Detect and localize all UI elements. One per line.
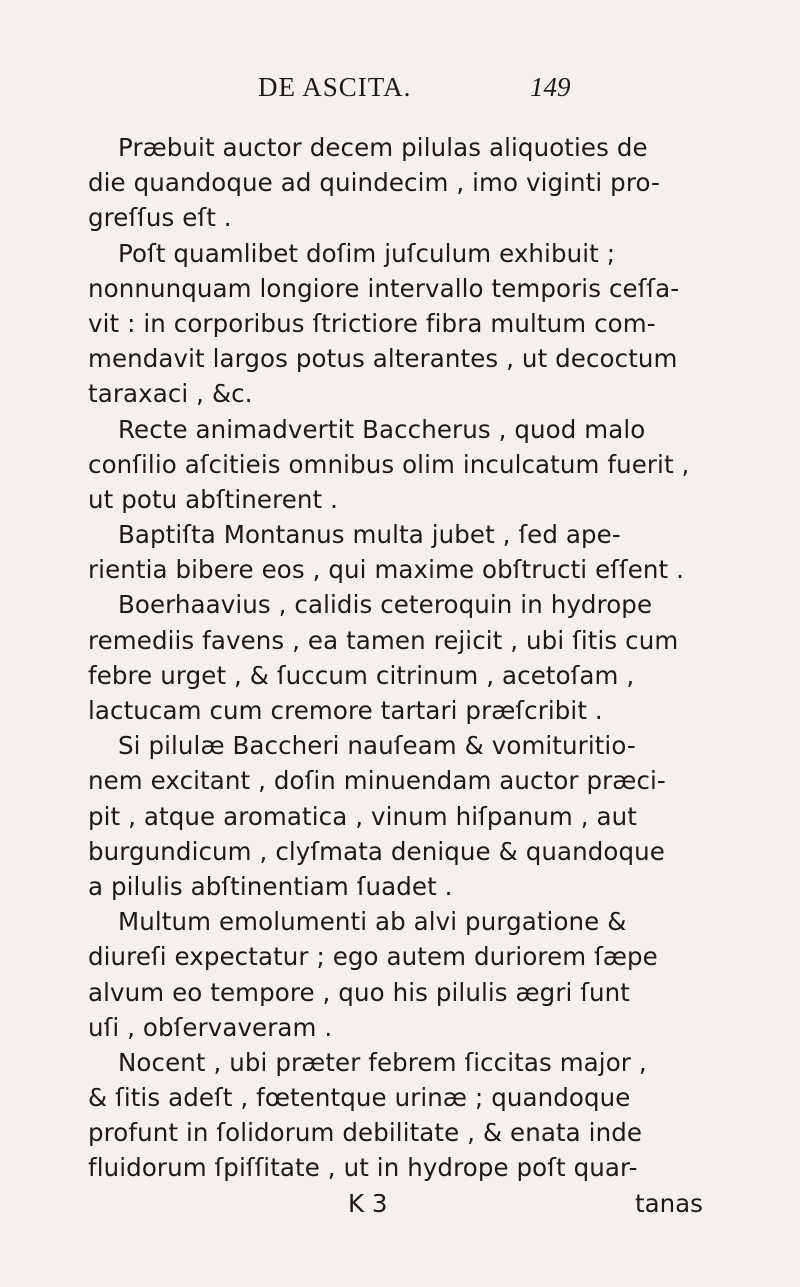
text-line: profunt in ſolidorum debilitate , & enata inde xyxy=(88,1118,643,1148)
text-line: Nocent , ubi præter febrem ſiccitas major , xyxy=(118,1047,647,1077)
text-line: uſi , obſervaveram . xyxy=(88,1012,333,1042)
text-line: vit : in corporibus ſtrictiore fibra multum com- xyxy=(88,308,656,338)
text-line: die quandoque ad quindecim , imo viginti pro- xyxy=(88,168,660,198)
running-title: DE ASCITA. xyxy=(258,72,412,102)
text-line: Poſt quamlibet doſim juſculum exhibuit ; xyxy=(118,238,616,268)
text-line: pit , atque aromatica , vinum hiſpanum , aut xyxy=(88,801,637,831)
text-line: rientia bibere eos , qui maxime obſtructi eſſent . xyxy=(88,555,685,585)
text-line: conſilio aſcitieis omnibus olim inculcatum fuerit , xyxy=(88,449,690,479)
text-line: greſſus eſt . xyxy=(88,203,232,233)
catchword: tanas xyxy=(635,1188,703,1218)
text-line: Recte animadvertit Baccherus , quod malo xyxy=(118,414,646,444)
text-line: lactucam cum cremore tartari præſcribit . xyxy=(88,696,603,725)
text-line: ut potu abſtinerent . xyxy=(88,484,339,514)
text-line: burgundicum , clyſmata denique & quandoque xyxy=(88,836,665,866)
text-line: fluidorum ſpiſſitate , ut in hydrope poſt quar- xyxy=(88,1153,638,1183)
text-line: Boerhaavius , calidis ceteroquin in hydrope xyxy=(118,590,653,620)
text-line: febre urget , & ſuccum citrinum , acetoſam , xyxy=(88,660,635,690)
text-line: Præbuit auctor decem pilulas aliquoties de xyxy=(118,133,648,162)
body-text xyxy=(88,130,748,1222)
page-number: 149 xyxy=(530,72,571,102)
text-line: alvum eo tempore , quo his pilulis ægri ſunt xyxy=(88,977,630,1007)
page-footer xyxy=(88,1186,748,1222)
text-line: Multum emolumenti ab alvi purgatione & xyxy=(118,907,627,937)
text-line: diureſi expectatur ; ego autem duriorem ſæpe xyxy=(88,942,658,972)
page-header xyxy=(0,72,800,112)
text-line: nem excitant , doſin minuendam auctor præci- xyxy=(88,766,666,796)
signature-mark: K 3 xyxy=(348,1188,388,1218)
text-line: remediis favens , ea tamen rejicit , ubi ſitis cum xyxy=(88,625,679,655)
text-line: & ſitis adeſt , fœtentque urinæ ; quandoque xyxy=(88,1083,631,1113)
text-line: taraxaci , &c. xyxy=(88,379,253,409)
text-line: nonnunquam longiore intervallo temporis ceſſa- xyxy=(88,273,680,303)
text-line: Baptiſta Montanus multa jubet , ſed ape- xyxy=(118,520,621,550)
text-line: a pilulis abſtinentiam ſuadet . xyxy=(88,871,453,901)
text-line: mendavit largos potus alterantes , ut decoctum xyxy=(88,344,678,374)
text-line: Si pilulæ Baccheri nauſeam & vomituritio- xyxy=(118,731,636,761)
